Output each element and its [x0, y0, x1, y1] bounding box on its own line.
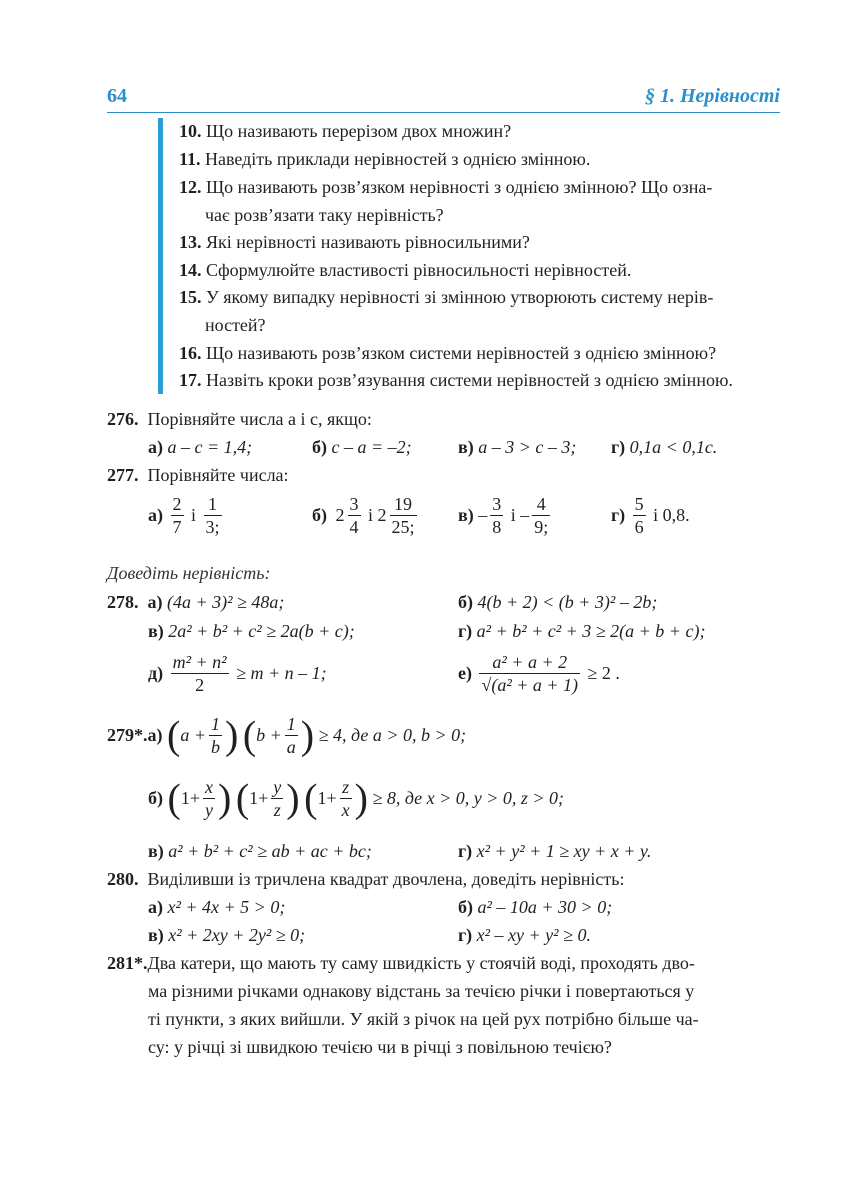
question-continuation: чає розв’язати таку нерівність?: [205, 205, 444, 225]
problem-276-a: а) a – c = 1,4;: [148, 437, 253, 457]
page-header: [107, 85, 780, 115]
problem-276: 276. Порівняйте числа a і c, якщо:: [107, 409, 372, 429]
question-item: 10. Що називають перерізом двох множин?: [179, 121, 512, 141]
question-continuation: ностей?: [205, 315, 266, 335]
problem-278-c: в) 2a² + b² + c² ≥ 2a(b + c);: [148, 621, 355, 641]
problem-281-line: ма різними річками однакову відстань за течією річки і повертаються у: [148, 981, 695, 1001]
question-item: 15. У якому випадку нерівності зі змінною утворюють систему нерів-: [179, 287, 714, 307]
problem-277-b: б) 2 $\frac{3}{4}$ і 2 $\frac{19}{25;}$: [312, 494, 415, 537]
review-questions: [158, 118, 785, 394]
problem-277: 277. Порівняйте числа:: [107, 465, 289, 485]
problem-280: 280. Виділивши із тричлена квадрат двочлена, доведіть нерівність:: [107, 869, 625, 889]
problem-279-c: в) a² + b² + c² ≥ ab + ac + bc;: [148, 841, 372, 861]
header-rule: [107, 112, 780, 113]
problem-281-line: ті пункти, з яких вийшли. У якій з річок на цей рух потрібно більше ча-: [148, 1009, 699, 1029]
problem-277-a: а) $\frac{2}{7}$ і $\frac{1}{3;}$: [148, 494, 220, 537]
problem-279-d: г) x² + y² + 1 ≥ xy + x + y.: [458, 841, 652, 861]
problem-277-d: г) $\frac{5}{6}$ і 0,8.: [611, 494, 690, 537]
problem-278-e: д) $\frac{\text{m² + n²}}{2}$ ≥ m + n – 1;: [148, 652, 327, 695]
problem-278-d: г) a² + b² + c² + 3 ≥ 2(a + b + c);: [458, 621, 706, 641]
problem-281-line: су: у річці зі швидкою течією чи в річці з повільною течією?: [148, 1037, 612, 1057]
problem-280-b: б) a² – 10a + 30 > 0;: [458, 897, 613, 917]
problem-278-b: б) 4(b + 2) < (b + 3)² – 2b;: [458, 592, 658, 612]
problem-278-f: е) $\frac{\text{a² + a + 2}}{\text{√(a² + a + 1)}}$ ≥ 2 .: [458, 652, 620, 695]
problem-278-a: 278. а) (4a + 3)² ≥ 48a;: [107, 592, 285, 612]
problem-276-b: б) c – a = –2;: [312, 437, 412, 457]
page-number: 64: [107, 85, 127, 107]
problem-280-a: а) x² + 4x + 5 > 0;: [148, 897, 286, 917]
question-item: 17. Назвіть кроки розв’язування системи нерівностей з однією змінною.: [179, 370, 733, 390]
question-item: 16. Що називають розв’язком системи нерівностей з однією змінною?: [179, 343, 717, 363]
section-title: § 1. Нерівності: [644, 85, 780, 107]
prove-heading: Доведіть нерівність:: [107, 563, 271, 583]
problem-279-b: б) (1+ $\frac{x}{y}$ ) (1+ $\frac{y}{z}$ ) (1+ $\frac{z}{x}$ ) ≥ 8, де x > 0, y > 0, z > 0;: [148, 775, 565, 821]
question-item: 14. Сформулюйте властивості рівносильності нерівностей.: [179, 260, 632, 280]
question-item: 11. Наведіть приклади нерівностей з однією змінною.: [179, 149, 591, 169]
problem-280-c: в) x² + 2xy + 2y² ≥ 0;: [148, 925, 306, 945]
problem-276-d: г) 0,1a < 0,1c.: [611, 437, 718, 457]
problem-276-c: в) a – 3 > c – 3;: [458, 437, 577, 457]
problem-277-c: в) – $\frac{3}{8}$ і – $\frac{4}{9;}$: [458, 494, 549, 537]
problem-280-d: г) x² – xy + y² ≥ 0.: [458, 925, 591, 945]
question-item: 12. Що називають розв’язком нерівності з однією змінною? Що озна-: [179, 177, 713, 197]
problem-279-a: 279*.а) (a + $\frac{1}{b}$ ) (b + $\frac{1}{a}$ ) ≥ 4, де a > 0, b > 0;: [107, 712, 467, 758]
question-item: 13. Які нерівності називають рівносильними?: [179, 232, 530, 252]
problem-281: 281*.Два катери, що мають ту саму швидкість у стоячій воді, проходять дво-: [107, 953, 695, 973]
